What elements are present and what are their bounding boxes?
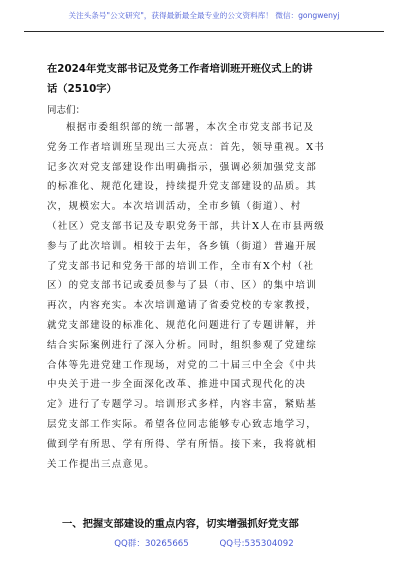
body-text bbox=[47, 118, 363, 474]
title-line-2: 话（2510字） bbox=[47, 83, 117, 95]
footer-qq-number: QQ号:535304092 bbox=[219, 539, 294, 549]
body-line: 记多次对党支部建设作出明确指示，强调必须加强党支部 bbox=[47, 161, 318, 173]
body-line: 的标准化、规范化建设，持续提升党支部建设的品质。其 bbox=[47, 181, 318, 193]
body-line: 关工作提出三点意见。 bbox=[47, 458, 156, 470]
title-line-1: 在2024年党支部书记及党务工作者培训班开班仪式上的讲 bbox=[47, 63, 313, 75]
body-line: 结合实际案例进行了深入分析。同时，组织参观了党建综 bbox=[47, 339, 318, 351]
section-heading-1: 一、把握支部建设的重点内容，切实增强抓好党支部 bbox=[62, 518, 299, 530]
salutation: 同志们： bbox=[47, 105, 86, 116]
body-line: 中央关于进一步全面深化改革、推进中国式现代化的决 bbox=[47, 379, 307, 391]
header-divider bbox=[24, 31, 384, 32]
footer-qq-group: QQ群：30265665 bbox=[114, 539, 189, 549]
body-line: 再次，内容充实。本次培训邀请了省委党校的专家教授， bbox=[47, 300, 318, 312]
body-line: 根据市委组织部的统一部署，本次全市党支部书记及 bbox=[66, 122, 315, 133]
body-line: （社区）党支部书记及专职党务干部，共计X人在市县两级 bbox=[47, 220, 326, 232]
body-line: 定》进行了专题学习。培训形式多样，内容丰富，紧贴基 bbox=[47, 399, 318, 411]
body-line: 合体等先进党建工作现场，对党的二十届三中全会《中共 bbox=[47, 359, 318, 371]
body-line: 区）的党支部书记或委员参与了县（市、区）的集中培训 bbox=[47, 280, 318, 292]
body-line: 层党支部工作实际。希望各位同志能够专心致志地学习， bbox=[47, 418, 318, 430]
footer-contact bbox=[0, 534, 408, 554]
document-title bbox=[47, 59, 367, 99]
body-line: 做到学有所思、学有所得、学有所悟。接下来，我将就相 bbox=[47, 438, 318, 450]
body-line: 就党支部建设的标准化、规范化问题进行了专题讲解，并 bbox=[47, 319, 318, 331]
body-line: 党务工作者培训班呈现出三大亮点：首先，领导重视。X书 bbox=[47, 141, 326, 153]
body-line: 次，规模宏大。本次培训活动，全市乡镇（街道）、村 bbox=[47, 201, 302, 213]
body-line: 参与了此次培训。相较于去年，各乡镇（街道）普遍开展 bbox=[47, 240, 318, 252]
body-line: 了党支部书记和党务干部的培训工作，全市有X个村（社 bbox=[47, 260, 315, 272]
header-banner: 关注头条号"公文研究"，获得最新最全最专业的公文资料库！ 微信：gongwenyj bbox=[68, 11, 340, 20]
